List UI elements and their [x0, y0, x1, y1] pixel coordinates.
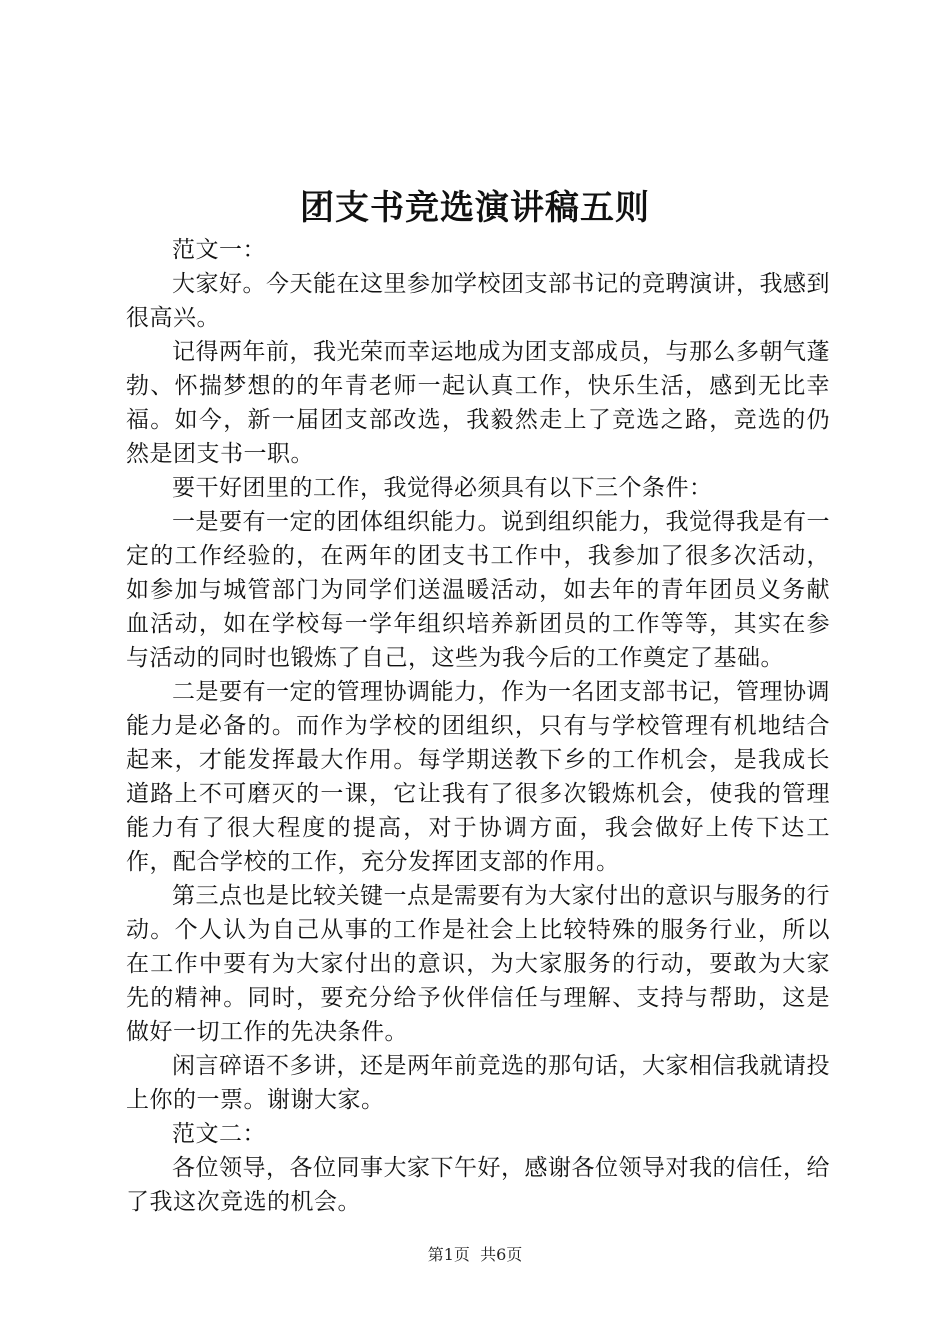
paragraph-5: 一是要有一定的团体组织能力。说到组织能力，我觉得我是有一定的工作经验的，在两年的团支书工作中，我参加了很多次活动，如参加与城管部门为同学们送温暖活动，如去年的青年团员义务献血活动，如在学校每一学年组织培养新团员的工作等等，其实在参与活动的同时也锻炼了自己，这些为我今后的工作奠定了基础。 — [126, 509, 830, 671]
paragraph-9: 范文二： — [172, 1121, 266, 1147]
paragraph-2: 大家好。今天能在这里参加学校团支部书记的竞聘演讲，我感到很高兴。 — [126, 271, 830, 331]
paragraph-4: 要干好团里的工作，我觉得必须具有以下三个条件： — [172, 475, 713, 501]
paragraph-6: 二是要有一定的管理协调能力，作为一名团支部书记，管理协调能力是必备的。而作为学校的团组织，只有与学校管理有机地结合起来，才能发挥最大作用。每学期送教下乡的工作机会，是我成长道路上不可磨灭的一课，它让我有了很多次锻炼机会，使我的管理能力有了很大程度的提高，对于协调方面，我会做好上传下达工作，配合学校的工作，充分发挥团支部的作用。 — [126, 679, 830, 875]
document-title: 团支书竞选演讲稿五则 — [300, 188, 650, 228]
paragraph-10: 各位领导，各位同事大家下午好，感谢各位领导对我的信任，给了我这次竞选的机会。 — [126, 1155, 830, 1215]
document-body — [126, 233, 830, 1219]
paragraph-7: 第三点也是比较关键一点是需要有为大家付出的意识与服务的行动。个人认为自己从事的工作是社会上比较特殊的服务行业，所以在工作中要有为大家付出的意识，为大家服务的行动，要敢为大家先的精神。同时，要充分给予伙伴信任与理解、支持与帮助，这是做好一切工作的先决条件。 — [126, 883, 830, 1045]
paragraph-1: 范文一： — [172, 237, 266, 263]
page-footer — [0, 1243, 950, 1267]
paragraph-8: 闲言碎语不多讲，还是两年前竞选的那句话，大家相信我就请投上你的一票。谢谢大家。 — [126, 1053, 830, 1113]
paragraph-3: 记得两年前，我光荣而幸运地成为团支部成员，与那么多朝气蓬勃、怀揣梦想的的年青老师一起认真工作，快乐生活，感到无比幸福。如今，新一届团支部改选，我毅然走上了竞选之路，竞选的仍然是团支书一职。 — [126, 339, 830, 467]
page-number: 第1页 共6页 — [427, 1245, 523, 1264]
